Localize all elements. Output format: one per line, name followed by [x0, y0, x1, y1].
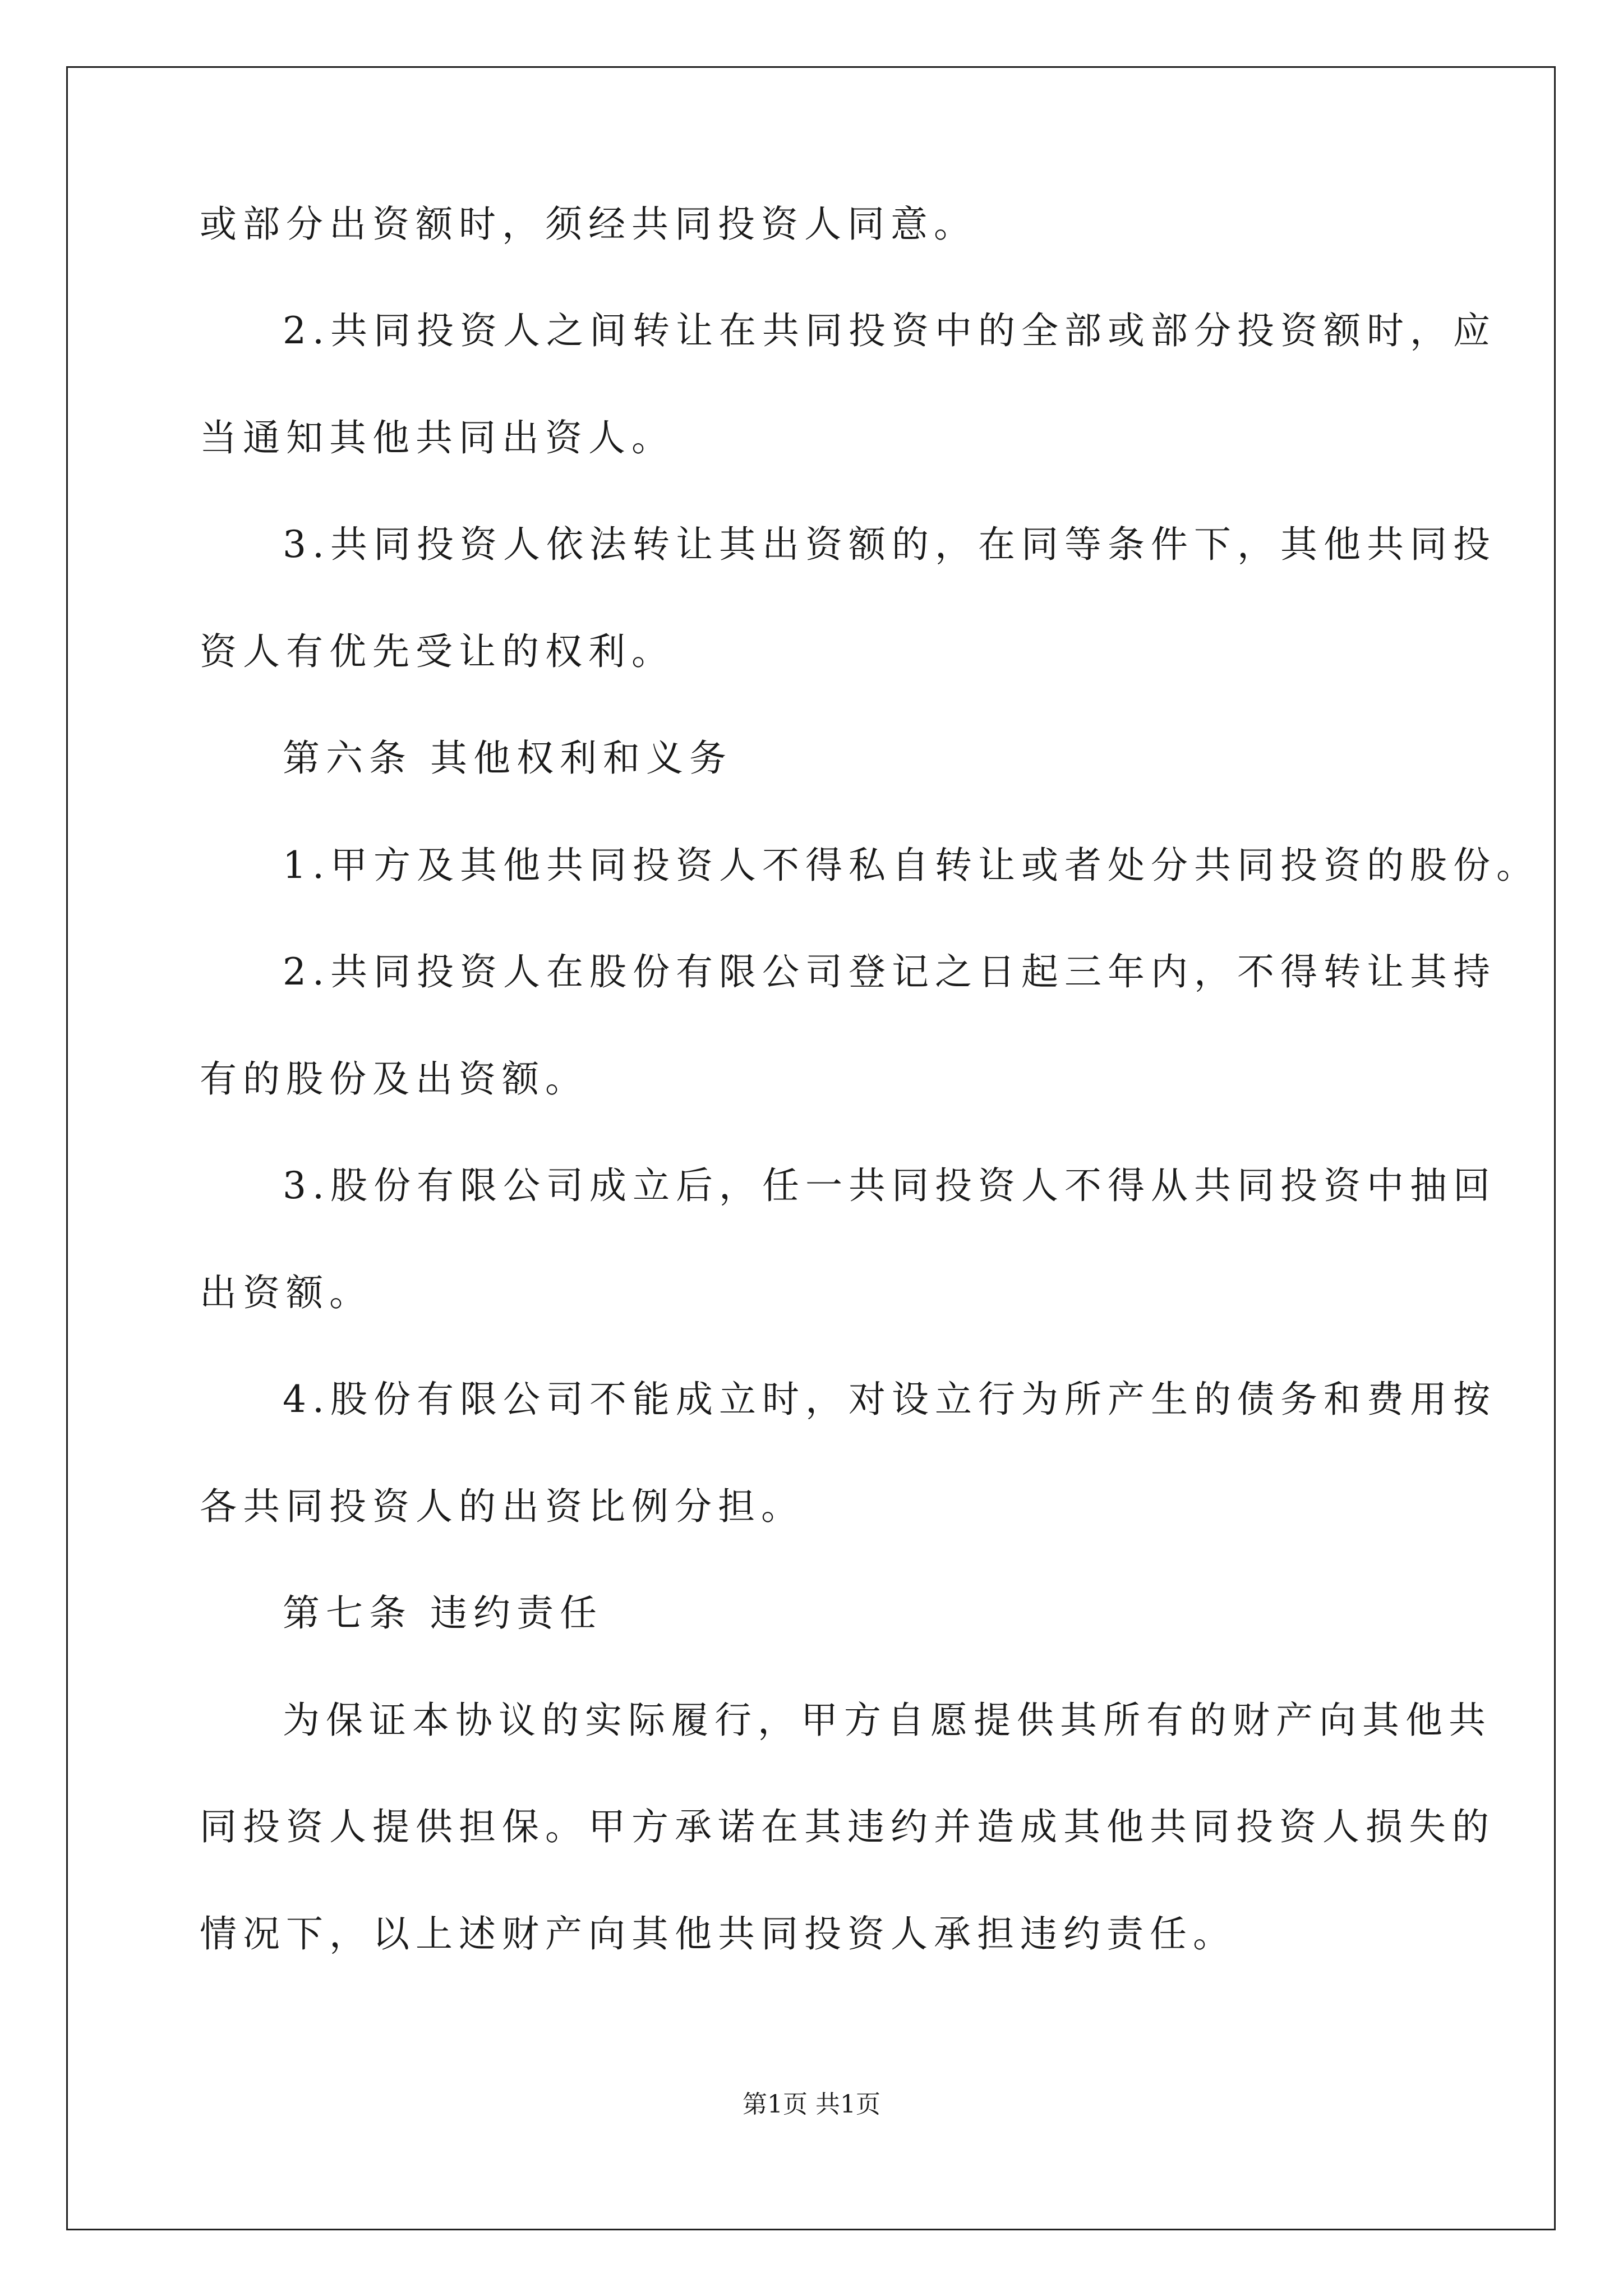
text-line: 2.共同投资人在股份有限公司登记之日起三年内，不得转让其持 — [283, 950, 1496, 993]
text-line: 当通知其他共同出资人。 — [200, 416, 675, 459]
text-line: 出资额。 — [200, 1271, 372, 1314]
text-line: 3.共同投资人依法转让其出资额的，在同等条件下，其他共同投 — [283, 523, 1496, 566]
section-heading: 第七条 违约责任 — [283, 1591, 603, 1635]
page-border — [66, 66, 1556, 2230]
text-line: 资人有优先受让的权利。 — [200, 630, 675, 673]
section-heading: 第六条 其他权利和义务 — [283, 737, 732, 780]
text-line: 1.甲方及其他共同投资人不得私自转让或者处分共同投资的股份。 — [283, 844, 1539, 887]
text-line: 2.共同投资人之间转让在共同投资中的全部或部分投资额时，应 — [283, 309, 1496, 352]
text-line: 为保证本协议的实际履行，甲方自愿提供其所有的财产向其他共 — [283, 1699, 1492, 1742]
text-line: 4.股份有限公司不能成立时，对设立行为所产生的债务和费用按 — [283, 1378, 1496, 1421]
text-line: 各共同投资人的出资比例分担。 — [200, 1485, 804, 1528]
text-line: 有的股份及出资额。 — [200, 1057, 588, 1101]
text-line: 或部分出资额时，须经共同投资人同意。 — [200, 203, 977, 246]
text-line: 同投资人提供担保。甲方承诺在其违约并造成其他共同投资人损失的 — [200, 1805, 1495, 1848]
page-number: 第1页 共1页 — [743, 2090, 880, 2119]
text-line: 情况下，以上述财产向其他共同投资人承担违约责任。 — [200, 1912, 1236, 1955]
text-line: 3.股份有限公司成立后，任一共同投资人不得从共同投资中抽回 — [283, 1164, 1496, 1207]
